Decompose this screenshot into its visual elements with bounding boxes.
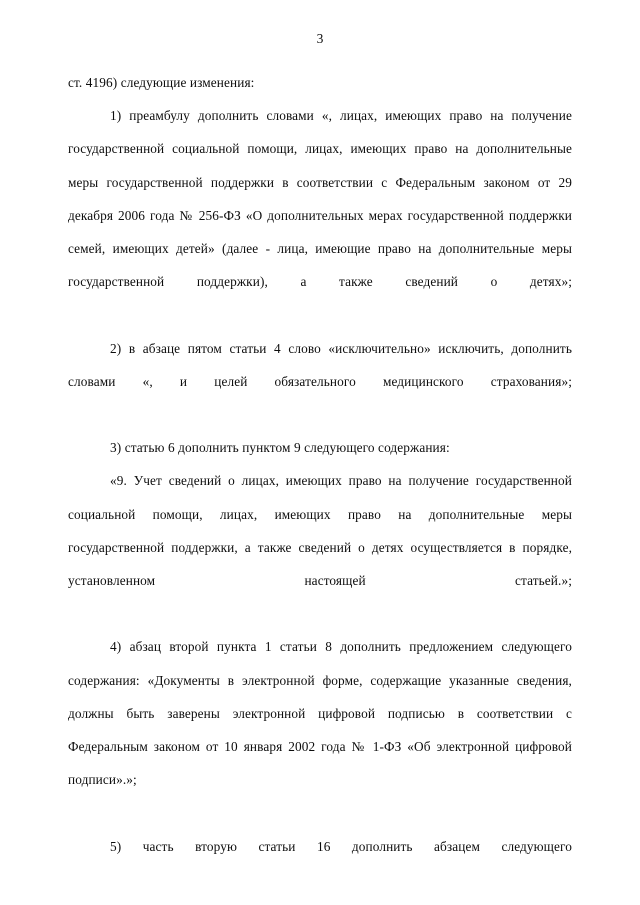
paragraph-text: 3) статью 6 дополнить пунктом 9 следующего содержания: <box>110 440 450 456</box>
paragraph-text: ст. 4196) следующие изменения: <box>68 75 255 90</box>
paragraph-item-4 <box>68 630 572 829</box>
paragraph-item-1 <box>68 99 572 331</box>
paragraph-item-3-quote <box>68 464 572 630</box>
paragraph-text: 5) часть вторую статьи 16 дополнить абзацем следующего <box>110 838 572 854</box>
paragraph-item-2 <box>68 332 572 432</box>
paragraph-text: 2) в абзаце пятом статьи 4 слово «исключительно» исключить, дополнить словами «, и целей обязательного медицинского страхования»; <box>68 340 572 389</box>
paragraph-item-3 <box>68 431 572 464</box>
paragraph-item-5 <box>68 830 572 896</box>
paragraph-text: 1) преамбулу дополнить словами «, лицах, имеющих право на получение государственной социальной помощи, лицах, имеющих право на дополнительные меры государственной поддержки в соответствии с Федеральным законом от 29 декабря 2006 года № 256-ФЗ «О дополнительных мерах государственной поддержки семей, имеющих детей» (далее - лица, имеющие право на дополнительные меры государственной поддержки), а также сведений о детях»; <box>68 108 572 290</box>
paragraph-text: «9. Учет сведений о лицах, имеющих право на получение государственной социальной помощи, лицах, имеющих право на дополнительные меры государственной поддержки, а также сведений о детях осуществляется в порядке, установленном настоящей статьей.»; <box>68 473 572 589</box>
paragraph-text: 4) абзац второй пункта 1 статьи 8 дополнить предложением следующего содержания: «Документы в электронной форме, содержащие указанные сведения, должны быть заверены электронной цифровой подписью в соответствии с Федеральным законом от 10 января 2002 года № 1-ФЗ «Об электронной цифровой подписи».»; <box>68 639 572 788</box>
paragraph-continuation-line <box>68 66 572 99</box>
document-body <box>68 66 572 896</box>
page-number: 3 <box>316 31 324 46</box>
